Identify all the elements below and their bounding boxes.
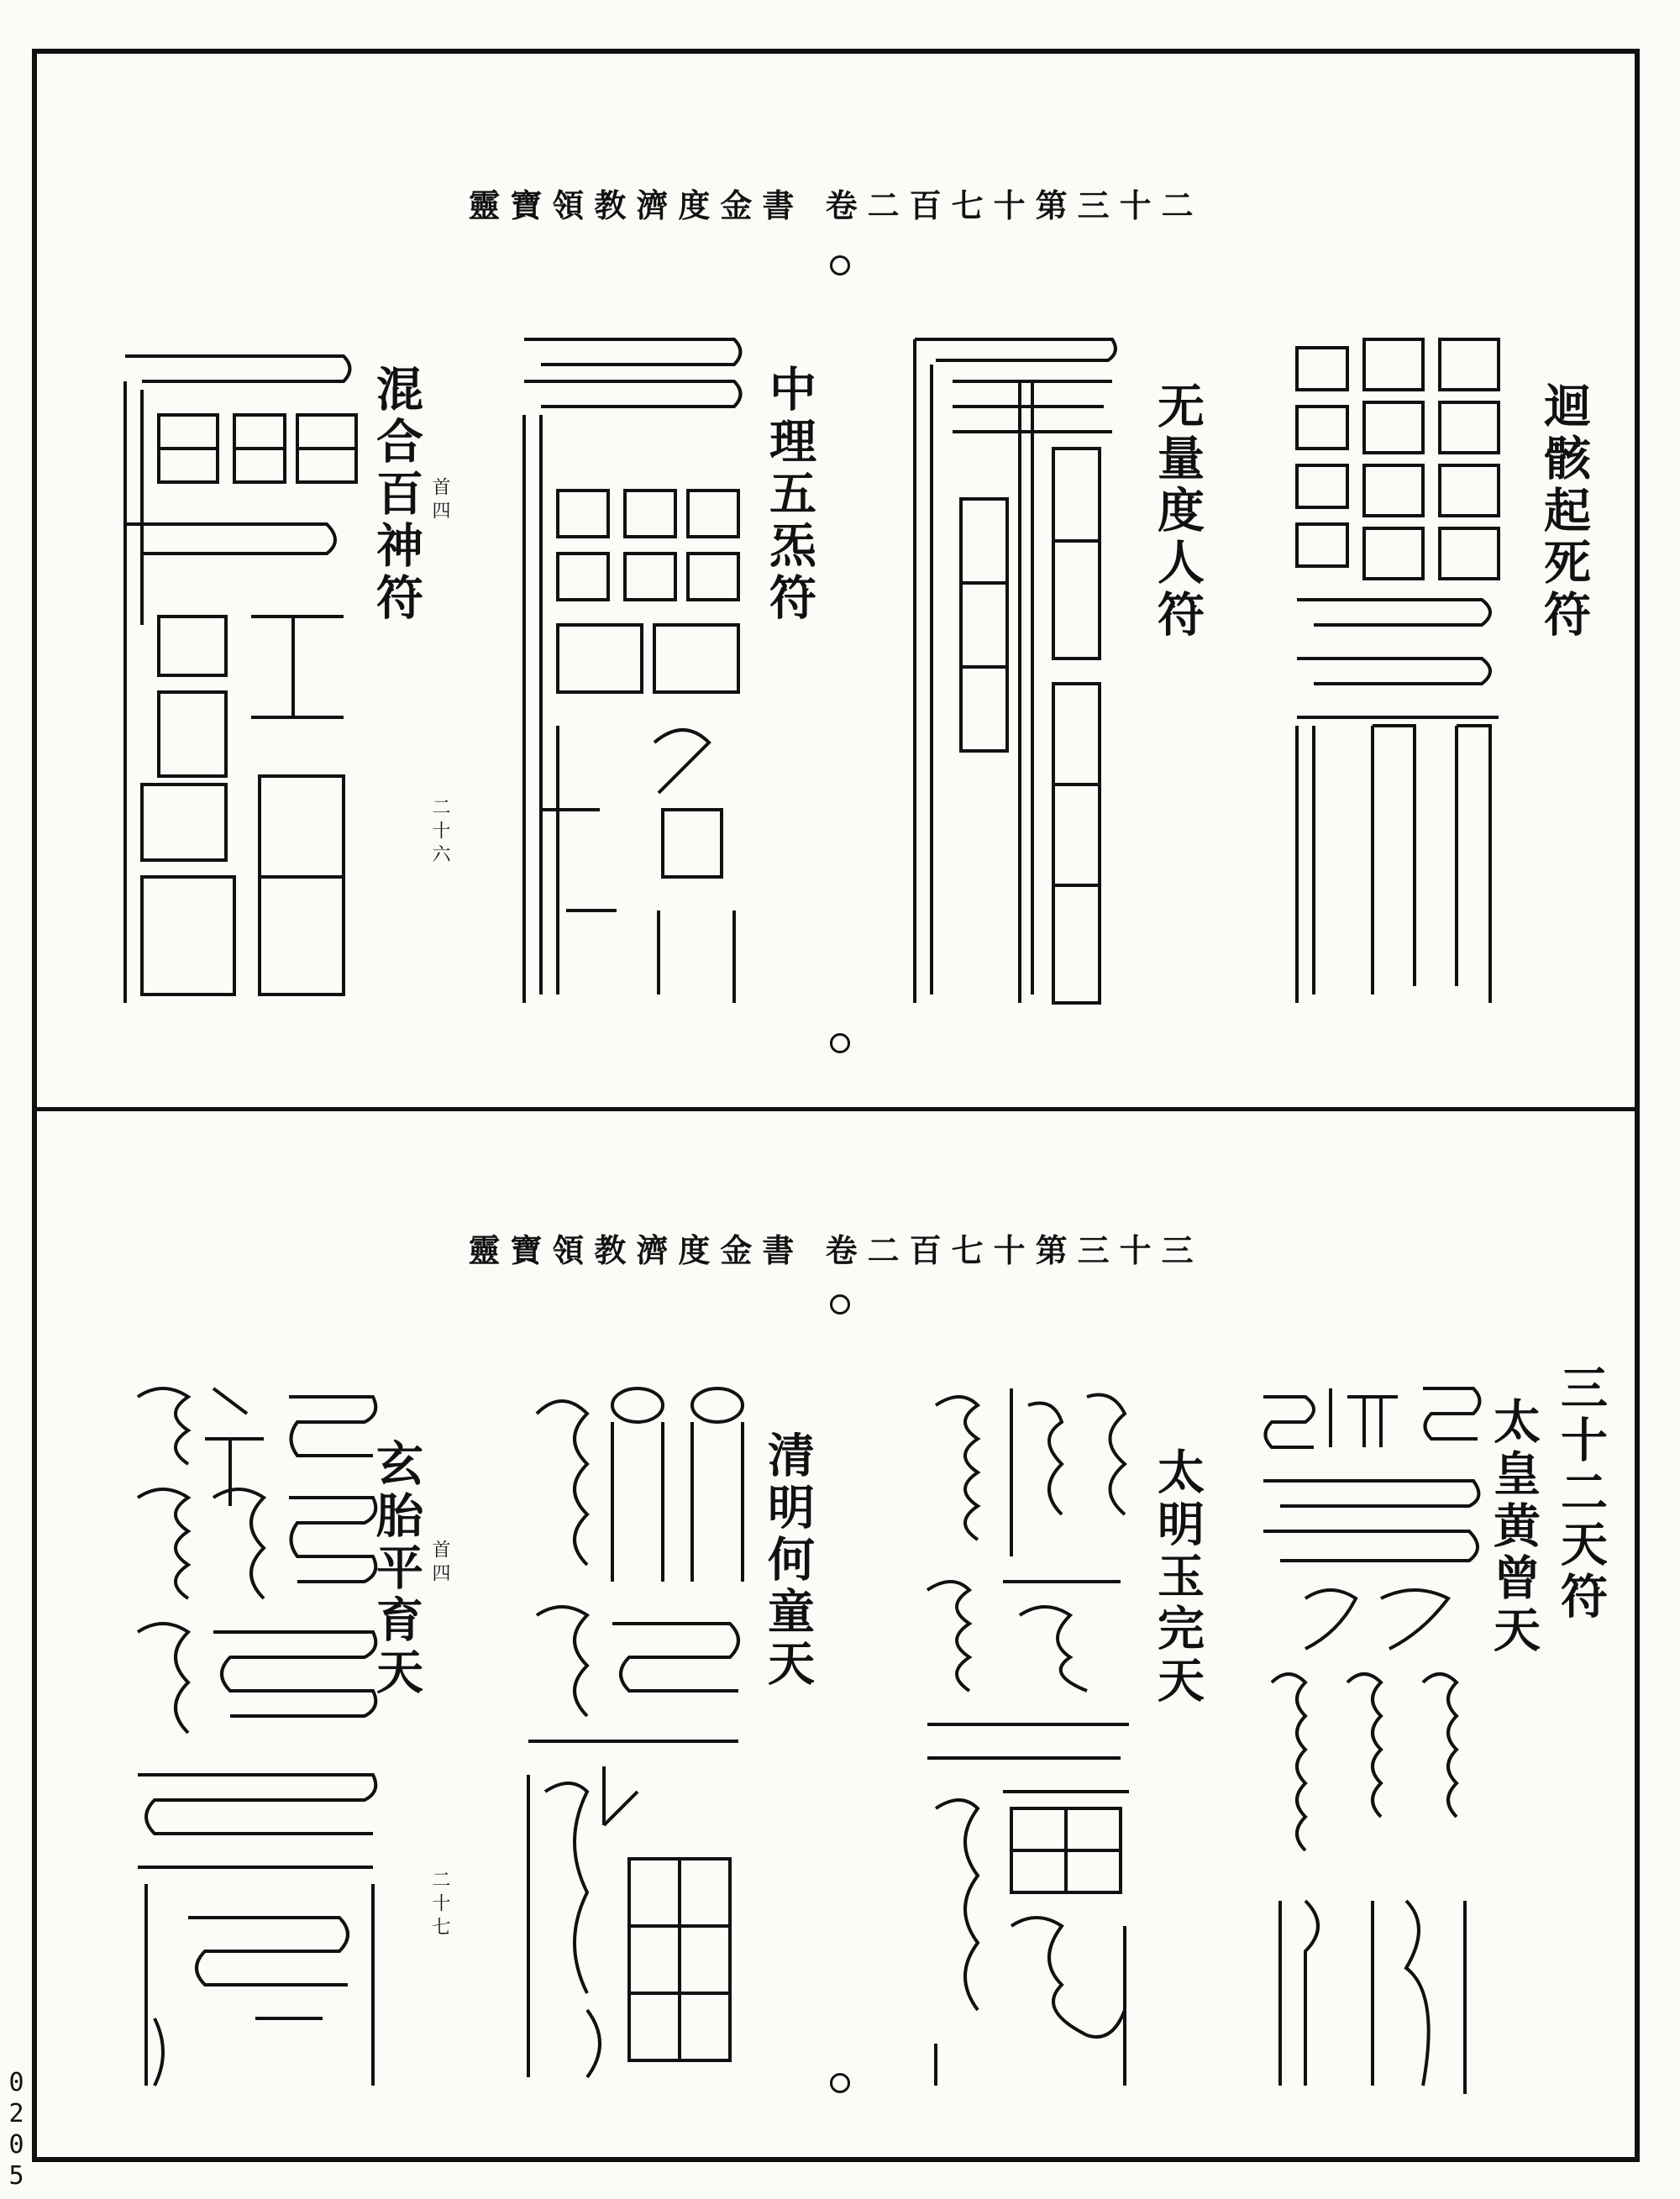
margin-page-number: 0205 xyxy=(2,2068,31,2192)
bottom-panel xyxy=(37,1111,1635,2157)
binding-hole-icon xyxy=(830,1294,850,1315)
margin-note: 首四 xyxy=(429,1540,450,1587)
talisman-seal-icon xyxy=(108,331,377,1020)
talisman-title-1: 迴骸起死符 xyxy=(1536,381,1592,642)
talisman-seal-icon xyxy=(1280,331,1515,1020)
page-number-note: 二十七 xyxy=(429,1870,450,1940)
top-header: 靈寶領教濟度金書 卷二百七十第三十二 xyxy=(468,186,1204,224)
talisman-title-2: 无量度人符 xyxy=(1150,381,1205,642)
talisman-title-8: 玄胎平育天 xyxy=(369,1439,424,1699)
bottom-header: 靈寶領教濟度金書 卷二百七十第三十三 xyxy=(468,1231,1204,1269)
top-panel xyxy=(37,54,1635,1107)
talisman-seal-icon xyxy=(902,331,1129,1020)
talisman-title-7: 清明何童天 xyxy=(760,1430,816,1691)
talisman-seal-icon xyxy=(1255,1380,1490,2102)
talisman-title-4: 混合百神符 xyxy=(369,365,424,625)
talisman-seal-icon xyxy=(520,1372,755,2094)
binding-hole-icon xyxy=(830,255,850,276)
binding-hole-icon xyxy=(830,1033,850,1053)
talisman-title-6: 太明玉完天 xyxy=(1150,1447,1205,1708)
binding-hole-icon xyxy=(830,2073,850,2093)
talisman-seal-icon xyxy=(919,1372,1137,2094)
talisman-group-title: 三十二天符 xyxy=(1553,1363,1609,1624)
page-number-note: 二十六 xyxy=(429,797,450,868)
talisman-seal-icon xyxy=(121,1380,390,2102)
talisman-seal-icon xyxy=(507,323,759,1020)
talisman-title-5: 太皇黄曾天 xyxy=(1486,1397,1541,1657)
margin-note: 首四 xyxy=(429,477,450,524)
talisman-title-3: 中理五炁符 xyxy=(762,365,817,625)
